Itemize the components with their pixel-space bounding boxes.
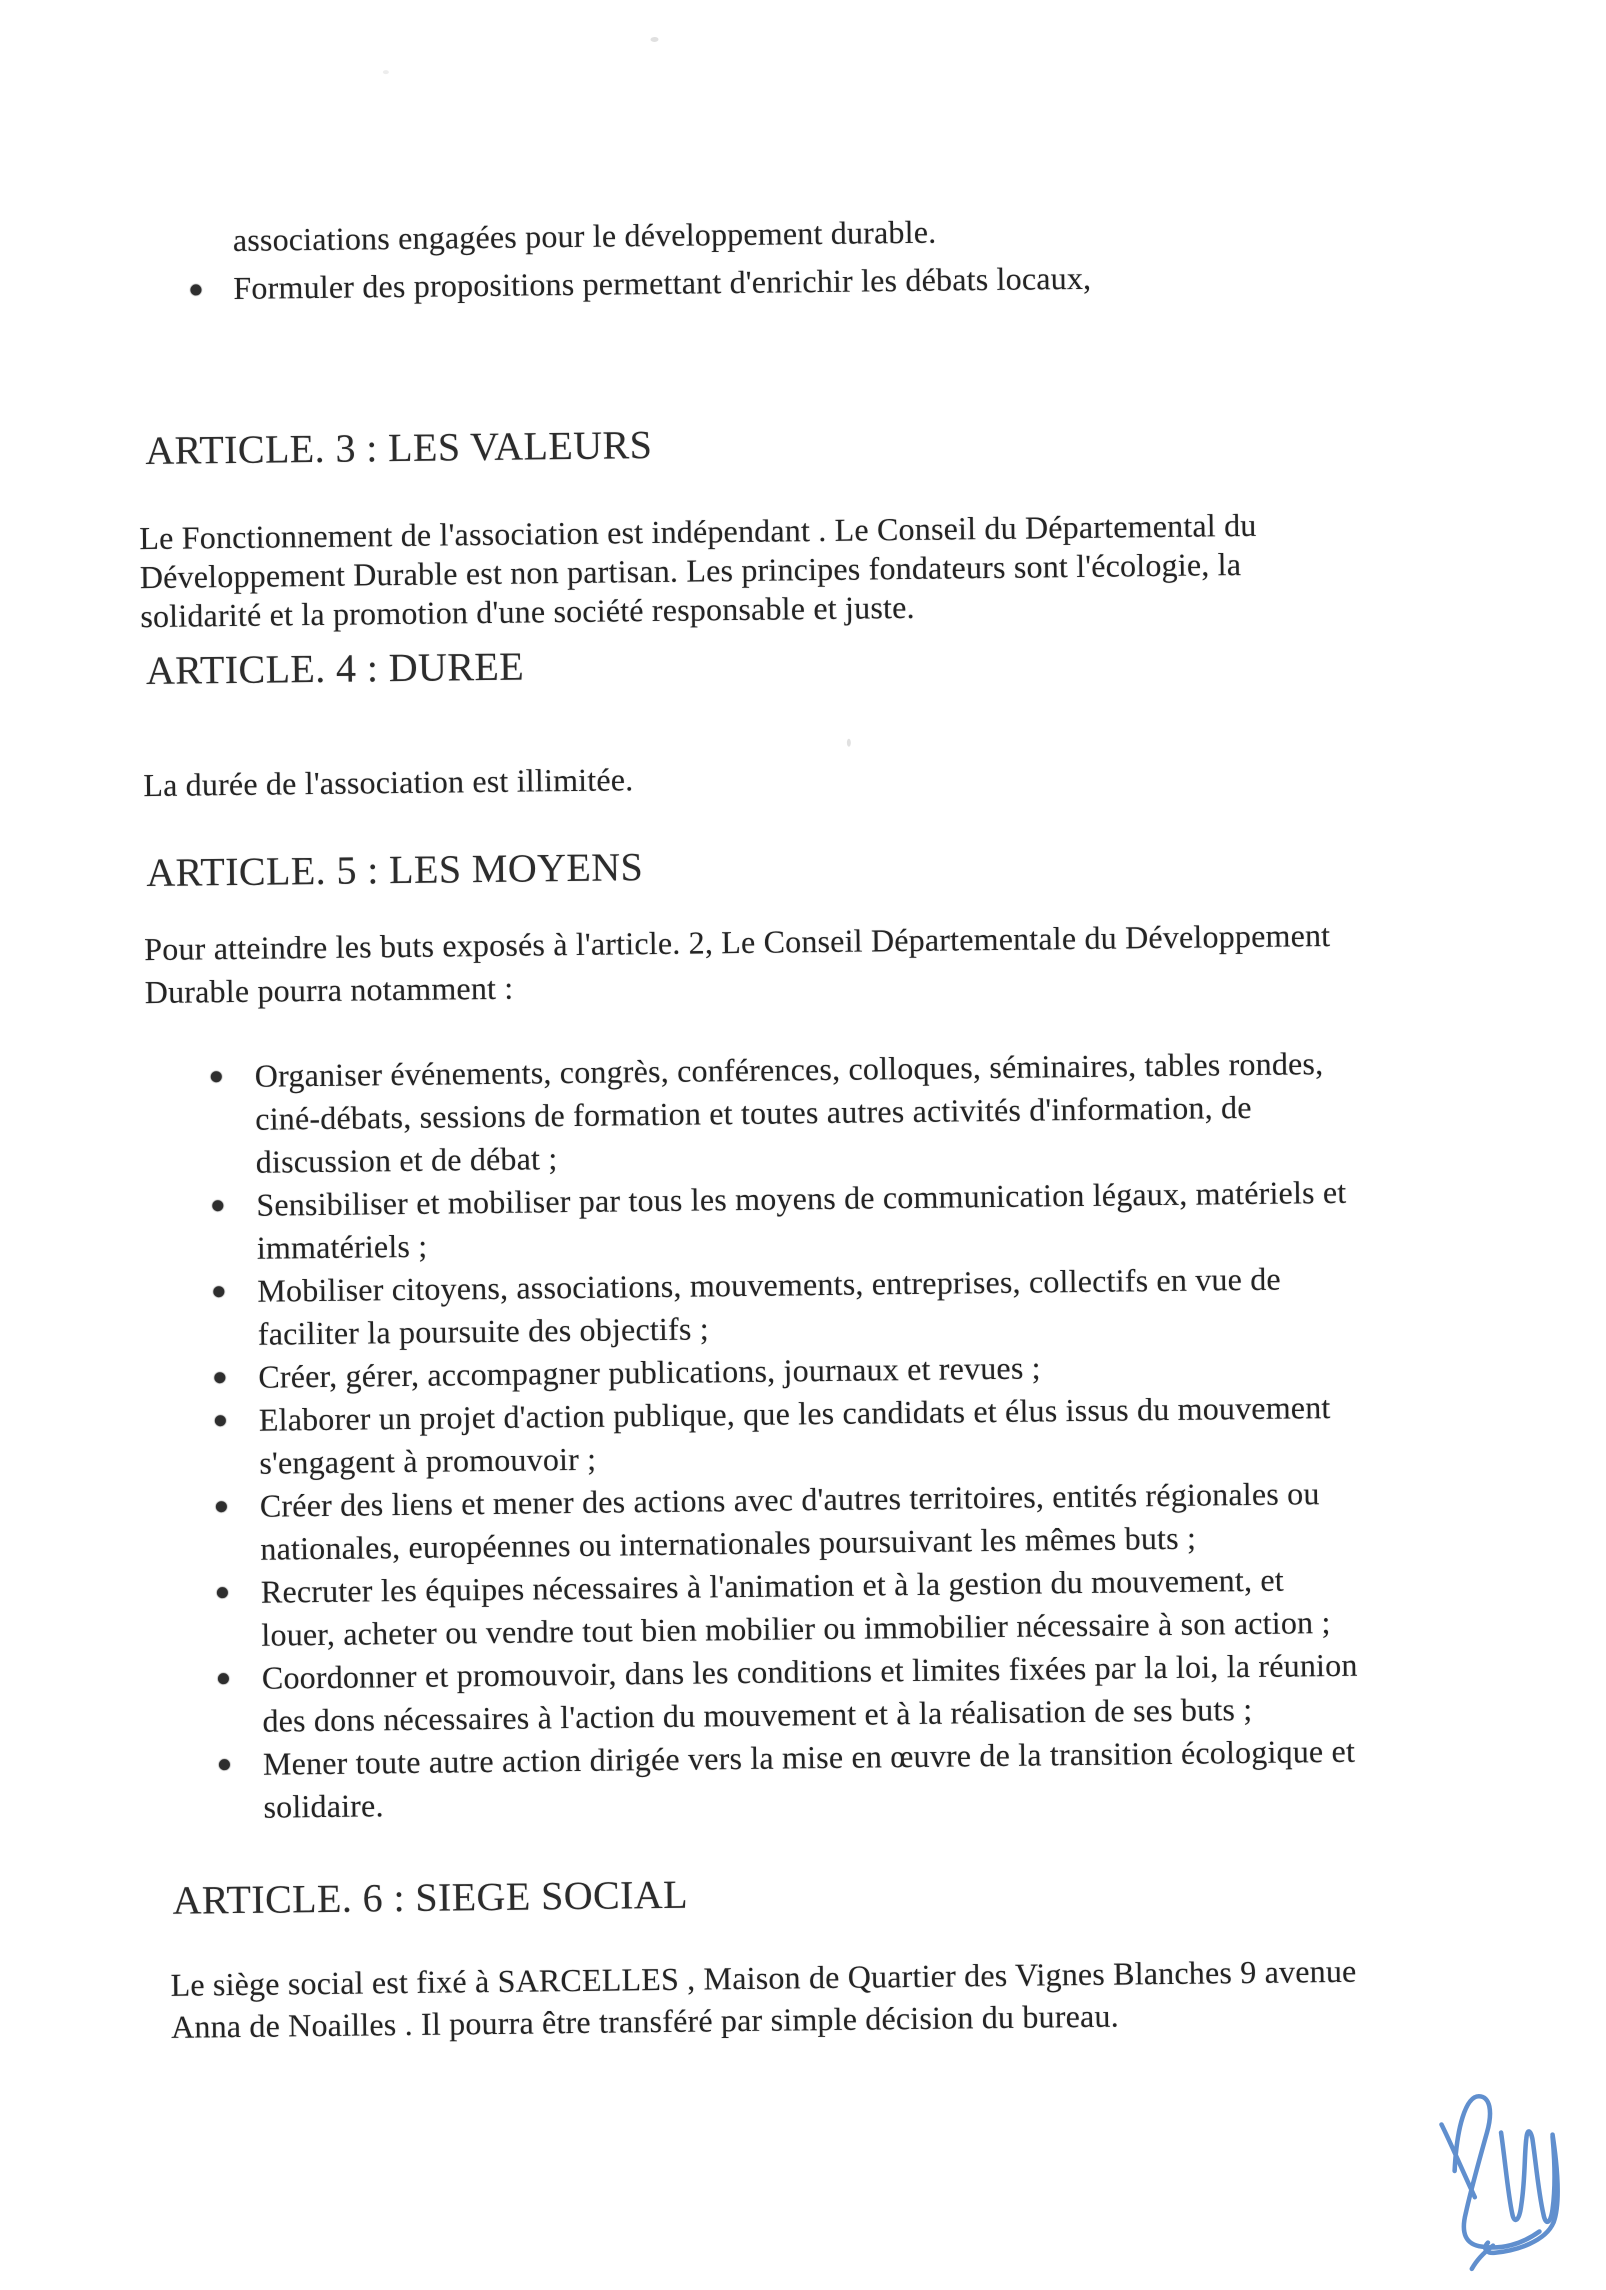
list-item-line: s'engagent à promouvoir ; <box>259 1440 597 1481</box>
article-3-title: ARTICLE. 3 : LES VALEURS <box>145 422 653 474</box>
article-4-body-line: La durée de l'association est illimitée. <box>143 761 634 804</box>
handwritten-signature <box>1408 2072 1580 2284</box>
signature-strokes <box>1408 2072 1580 2284</box>
bullet-icon <box>211 1071 222 1082</box>
list-item-line: Sensibiliser et mobiliser par tous les moyens de communication légaux, matériels et <box>256 1173 1347 1223</box>
list-item-line: discussion et de débat ; <box>255 1140 558 1180</box>
list-item-line: immatériels ; <box>256 1227 428 1266</box>
article-5-title: ARTICLE. 5 : LES MOYENS <box>146 844 644 896</box>
list-item-line: Mobiliser citoyens, associations, mouvements, entreprises, collectifs en vue de <box>257 1260 1282 1309</box>
article-3-body-line: Le Fonctionnement de l'association est indépendant . Le Conseil du Départemental du <box>139 506 1257 557</box>
list-item-line: Coordonner et promouvoir, dans les conditions et limites fixées par la loi, la réunion <box>261 1646 1358 1696</box>
list-item-line: solidaire. <box>263 1787 384 1825</box>
list-item-line: faciliter la poursuite des objectifs ; <box>257 1310 710 1352</box>
intro-continuation-line: associations engagées pour le développement durable. <box>232 213 937 258</box>
article-6-body-line: Le siège social est fixé à SARCELLES , Maison de Quartier des Vignes Blanches 9 avenue <box>170 1952 1357 2003</box>
intro-bullet-line: Formuler des propositions permettant d'enrichir les débats locaux, <box>233 259 1092 306</box>
article-6-title: ARTICLE. 6 : SIEGE SOCIAL <box>172 1871 689 1923</box>
list-item-line: Mener toute autre action dirigée vers la mise en œuvre de la transition écologique et <box>262 1732 1356 1782</box>
list-item-line: ciné-débats, sessions de formation et toutes autres activités d'information, de <box>255 1088 1252 1137</box>
bullet-icon <box>212 1200 223 1211</box>
article-5-body-line: Durable pourra notamment : <box>144 969 514 1011</box>
list-item-line: louer, acheter ou vendre tout bien mobilier ou immobilier nécessaire à son action ; <box>261 1604 1331 1653</box>
list-item-line: Créer des liens et mener des actions avec d'autres territoires, entités régionales ou <box>259 1475 1320 1524</box>
scan-speck <box>650 37 658 42</box>
article-4-title: ARTICLE. 4 : DUREE <box>145 643 525 694</box>
list-item-line: Elaborer un projet d'action publique, que les candidats et élus issus du mouvement <box>258 1389 1331 1438</box>
list-item-line: des dons nécessaires à l'action du mouvement et à la réalisation de ses buts ; <box>262 1690 1253 1739</box>
scan-speck <box>847 739 851 747</box>
article-6-body-line: Anna de Noailles . Il pourra être transféré par simple décision du bureau. <box>170 1997 1120 2045</box>
list-item-line: nationales, européennes ou internationales poursuivant les mêmes buts ; <box>260 1519 1197 1567</box>
bullet-icon <box>213 1286 224 1297</box>
article-3-body-line: solidarité et la promotion d'une société responsable et juste. <box>140 588 915 635</box>
article-5-body-line: Pour atteindre les buts exposés à l'article. 2, Le Conseil Départementale du Développement <box>144 916 1331 968</box>
bullet-icon <box>216 1501 227 1512</box>
list-item-line: Organiser événements, congrès, conférences, colloques, séminaires, tables rondes, <box>254 1045 1324 1094</box>
scan-speck <box>383 70 389 74</box>
bullet-icon <box>219 1759 230 1770</box>
article-3-body-line: Développement Durable est non partisan. Les principes fondateurs sont l'écologie, la <box>139 546 1242 596</box>
list-item-line: Créer, gérer, accompagner publications, journaux et revues ; <box>258 1349 1041 1395</box>
bullet-icon <box>218 1673 229 1684</box>
list-item-line: Recruter les équipes nécessaires à l'animation et à la gestion du mouvement, et <box>260 1561 1285 1610</box>
bullet-icon <box>214 1372 225 1383</box>
bullet-icon <box>215 1415 226 1426</box>
bullet-icon <box>190 284 201 295</box>
bullet-icon <box>217 1587 228 1598</box>
